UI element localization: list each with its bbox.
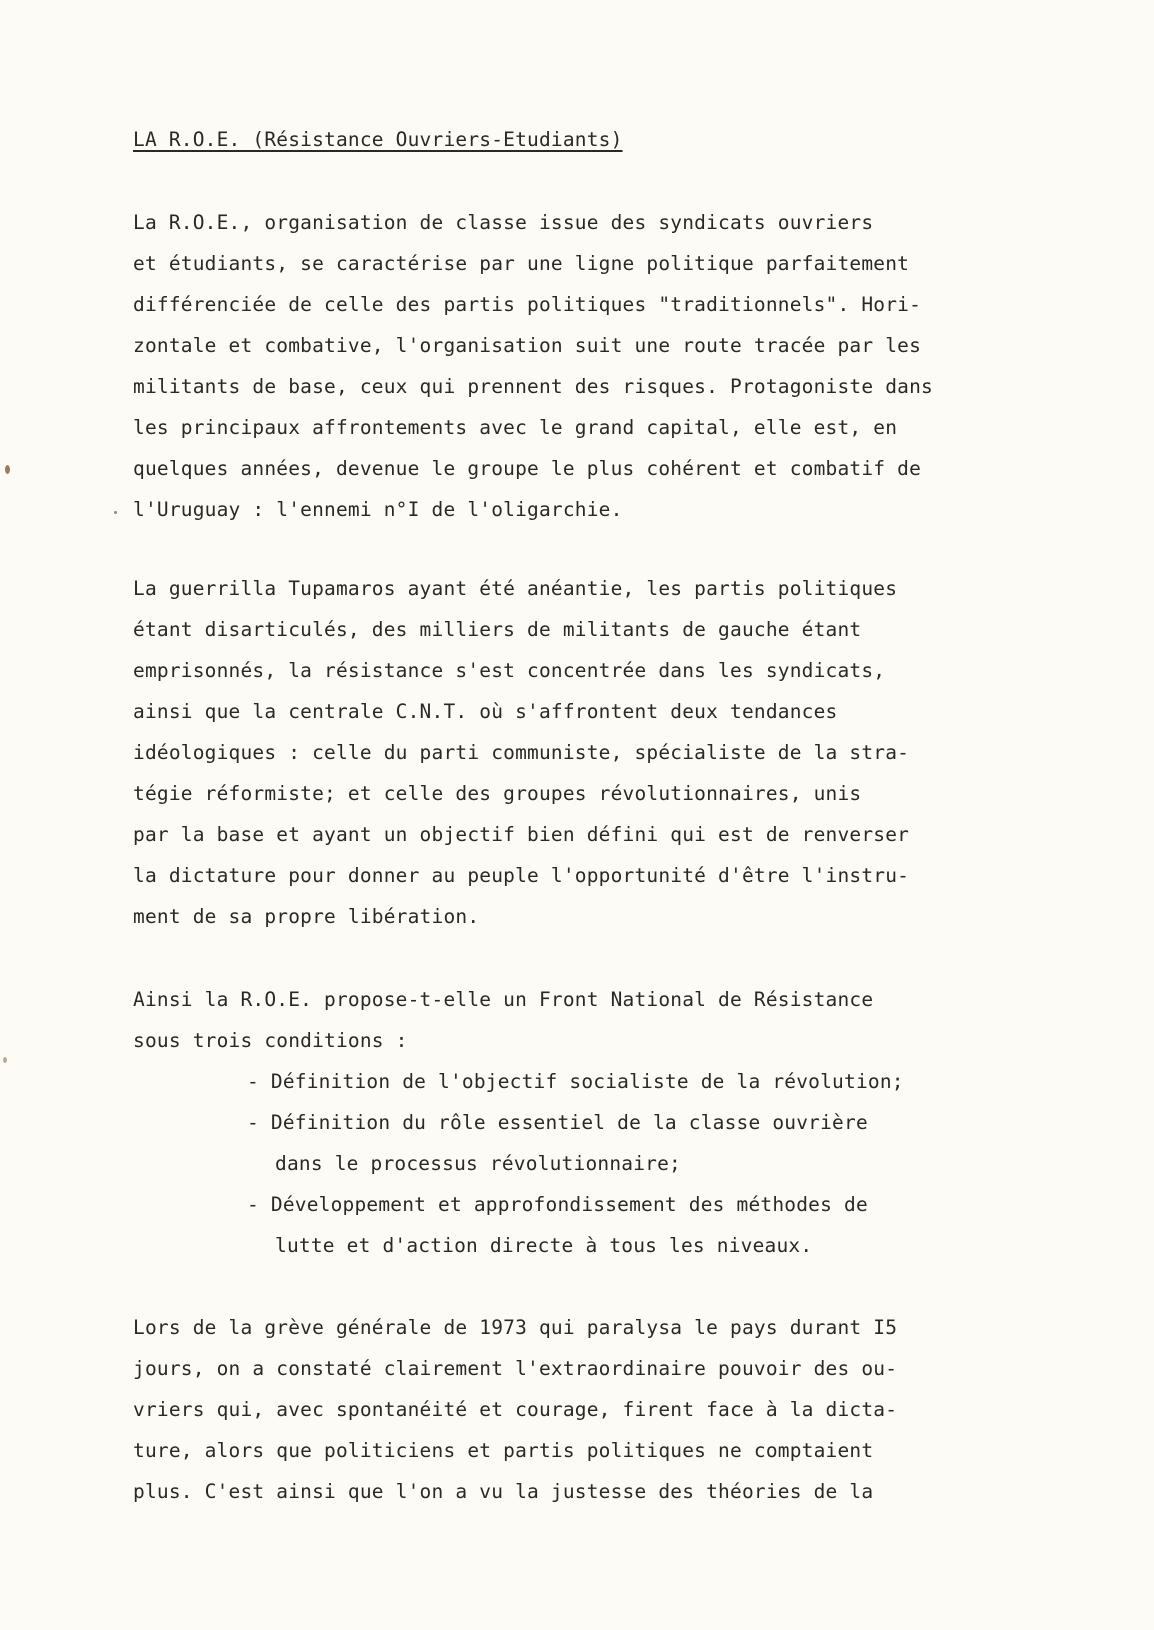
- text-line: Ainsi la R.O.E. propose-t-elle un Front National de Résistance: [133, 988, 874, 1011]
- text-line: idéologiques : celle du parti communiste, spécialiste de la stra-: [133, 741, 910, 764]
- text-line: différenciée de celle des partis politiques "traditionnels". Hori-: [133, 293, 922, 316]
- list-item-continuation: lutte et d'action directe à tous les niveaux.: [275, 1234, 813, 1257]
- paragraph-intro: [133, 202, 1093, 530]
- text-line: plus. C'est ainsi que l'on a vu la justesse des théories de la: [133, 1480, 874, 1503]
- ink-blot: [5, 465, 10, 474]
- document-title: LA R.O.E. (Résistance Ouvriers-Etudiants): [133, 128, 623, 151]
- text-line: zontale et combative, l'organisation suit une route tracée par les: [133, 334, 922, 357]
- text-line: l'Uruguay : l'ennemi n°I de l'oligarchie.: [133, 498, 623, 521]
- text-line: emprisonnés, la résistance s'est concentrée dans les syndicats,: [133, 659, 886, 682]
- text-line: ainsi que la centrale C.N.T. où s'affrontent deux tendances: [133, 700, 838, 723]
- paragraph-front: [133, 979, 1093, 1061]
- text-line: étant disarticulés, des milliers de militants de gauche étant: [133, 618, 862, 641]
- text-line: ment de sa propre libération.: [133, 905, 480, 928]
- text-line: La guerrilla Tupamaros ayant été anéantie, les partis politiques: [133, 577, 898, 600]
- paragraph-strike: [133, 1307, 1093, 1512]
- text-line: sous trois conditions :: [133, 1029, 408, 1052]
- paragraph-resistance: [133, 568, 1093, 937]
- text-line: La R.O.E., organisation de classe issue des syndicats ouvriers: [133, 211, 874, 234]
- text-line: vriers qui, avec spontanéité et courage, firent face à la dicta-: [133, 1398, 898, 1421]
- ink-dot: [114, 511, 117, 514]
- text-line: et étudiants, se caractérise par une ligne politique parfaitement: [133, 252, 910, 275]
- conditions-list: [247, 1061, 1067, 1266]
- text-line: les principaux affrontements avec le grand capital, elle est, en: [133, 416, 898, 439]
- ink-blot: [3, 1057, 7, 1063]
- text-line: tégie réformiste; et celle des groupes révolutionnaires, unis: [133, 782, 862, 805]
- list-item: - Définition de l'objectif socialiste de la révolution;: [247, 1070, 904, 1093]
- text-line: Lors de la grève générale de 1973 qui paralysa le pays durant I5: [133, 1316, 898, 1339]
- text-line: quelques années, devenue le groupe le plus cohérent et combatif de: [133, 457, 922, 480]
- text-line: jours, on a constaté clairement l'extraordinaire pouvoir des ou-: [133, 1357, 898, 1380]
- list-item: - Définition du rôle essentiel de la classe ouvrière: [247, 1111, 868, 1134]
- text-line: militants de base, ceux qui prennent des risques. Protagoniste dans: [133, 375, 933, 398]
- text-line: par la base et ayant un objectif bien défini qui est de renverser: [133, 823, 910, 846]
- list-item: - Développement et approfondissement des méthodes de: [247, 1193, 868, 1216]
- text-line: ture, alors que politiciens et partis politiques ne comptaient: [133, 1439, 874, 1462]
- text-line: la dictature pour donner au peuple l'opportunité d'être l'instru-: [133, 864, 910, 887]
- list-item-continuation: dans le processus révolutionnaire;: [275, 1152, 681, 1175]
